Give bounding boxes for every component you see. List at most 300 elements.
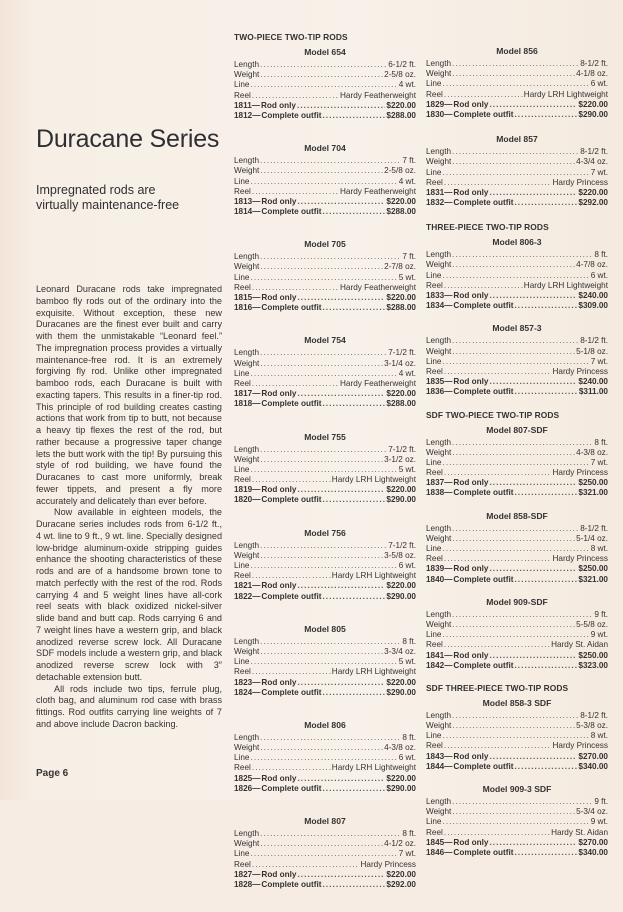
spec-value: 4-3/8 oz. (576, 447, 608, 457)
spec-value: 4 wt. (398, 80, 416, 90)
price-value: $240.00 (578, 377, 608, 387)
spec-label: Line (426, 817, 442, 827)
leader-dots (250, 753, 397, 763)
price-value: $220.00 (386, 485, 416, 495)
leader-dots (442, 168, 589, 178)
spec-label: Weight (234, 166, 260, 176)
spec-row-length (234, 60, 416, 70)
spec-column-2 (426, 32, 608, 870)
spec-value: 4 wt. (398, 176, 416, 186)
model-title: Model 856 (496, 46, 538, 56)
model-title: Model 754 (304, 335, 346, 346)
spec-label: Reel (234, 475, 251, 485)
spec-row-reel (426, 281, 608, 291)
leader-dots (444, 90, 523, 100)
leader-dots (442, 357, 589, 367)
price-label: Rod only (453, 564, 489, 574)
price-label: Complete outfit (261, 207, 322, 217)
spec-row-line (234, 849, 416, 859)
leader-dots (444, 281, 523, 291)
section-heading: SDF THREE-PIECE TWO-TIP RODS (426, 682, 569, 693)
model-spec-block (234, 816, 416, 890)
price-label: Complete outfit (261, 303, 322, 313)
price-row-outfit (426, 488, 608, 498)
leader-dots (297, 581, 385, 591)
spec-label: Length (426, 437, 452, 447)
spec-label: Line (234, 464, 250, 474)
spec-label: Line (234, 849, 250, 859)
spec-label: Reel (234, 282, 251, 292)
leader-dots (297, 485, 385, 495)
leader-dots (260, 60, 387, 70)
spec-label: Reel (426, 640, 443, 650)
price-label: Complete outfit (261, 495, 322, 505)
spec-value: Hardy Featherweight (340, 90, 416, 100)
leader-dots (260, 647, 383, 657)
spec-value: 7-1/2 ft. (388, 348, 416, 358)
spec-row-weight (234, 455, 416, 465)
catalog-number: 1816— (234, 303, 261, 313)
spec-row-line (426, 544, 608, 554)
spec-label: Reel (234, 763, 251, 773)
leader-dots (297, 293, 385, 303)
price-row-rod-only (234, 678, 416, 688)
price-value: $250.00 (578, 478, 608, 488)
spec-label: Reel (426, 280, 443, 290)
section-heading: TWO-PIECE TWO-TIP RODS (234, 32, 348, 42)
leader-dots (250, 369, 397, 379)
spec-label: Line (234, 753, 250, 763)
price-value: $220.00 (386, 581, 416, 591)
spec-label: Line (426, 167, 442, 177)
leader-dots (252, 763, 331, 773)
price-row-outfit (234, 399, 416, 409)
price-row-outfit (426, 848, 608, 858)
price-value: $220.00 (386, 100, 416, 110)
spec-label: Line (426, 270, 442, 280)
intro-body (36, 284, 222, 731)
spec-value: 9 ft. (594, 797, 608, 806)
spec-label: Line (426, 630, 442, 640)
price-value: $290.00 (386, 591, 416, 601)
spec-row-line (426, 79, 608, 89)
model-spec-block (234, 143, 416, 217)
spec-value: Hardy Princess (552, 741, 608, 751)
spec-row-reel (234, 763, 416, 773)
catalog-number: 1836— (426, 387, 453, 397)
price-label: Complete outfit (453, 109, 514, 119)
spec-label: Length (234, 829, 260, 838)
catalog-number: 1817— (234, 389, 261, 399)
leader-dots (250, 849, 397, 859)
leader-dots (260, 551, 383, 561)
model-spec-block (426, 425, 608, 499)
leader-dots (260, 743, 383, 753)
leader-dots (444, 468, 552, 478)
price-label: Complete outfit (453, 660, 514, 670)
spec-value: Hardy LRH Lightweight (523, 89, 608, 99)
price-label: Rod only (261, 196, 297, 206)
spec-value: 8-1/2 ft. (580, 710, 608, 720)
leader-dots (297, 678, 385, 688)
spec-value: 9 wt. (590, 817, 608, 827)
model-title: Model 654 (304, 47, 346, 57)
spec-value: 3-5/8 oz. (384, 550, 416, 560)
price-value: $290.00 (386, 783, 416, 793)
spec-row-line (426, 458, 608, 468)
leader-dots (452, 147, 579, 157)
price-label: Complete outfit (453, 847, 514, 857)
price-row-rod-only (234, 101, 416, 111)
spec-value: 3-1/2 oz. (384, 454, 416, 464)
model-title: Model 909-SDF (486, 596, 548, 607)
spec-row-line (234, 465, 416, 475)
spec-label: Line (426, 79, 442, 89)
spec-value: 3-3/4 oz. (384, 646, 416, 656)
leader-dots (297, 197, 385, 207)
leader-dots (260, 445, 387, 455)
spec-value: 7 wt. (590, 167, 608, 177)
price-value: $290.00 (578, 109, 608, 119)
catalog-number: 1844— (426, 761, 453, 771)
leader-dots (260, 839, 383, 849)
spec-value: 8 ft. (402, 732, 416, 742)
leader-dots (252, 187, 339, 197)
spec-value: Hardy Featherweight (340, 282, 416, 292)
price-label: Rod only (453, 99, 489, 109)
catalog-number: 1820— (234, 495, 261, 505)
spec-row-length (426, 59, 608, 69)
price-row-outfit (234, 495, 416, 505)
spec-label: Length (426, 59, 452, 68)
leader-dots (452, 69, 575, 79)
leader-dots (489, 478, 577, 488)
price-value: $220.00 (386, 869, 416, 879)
price-label: Complete outfit (261, 110, 322, 120)
spec-value: 8 wt. (590, 544, 608, 553)
catalog-number: 1825— (234, 773, 261, 783)
spec-label: Line (426, 731, 442, 741)
spec-value: 4-7/8 oz. (576, 260, 608, 270)
leader-dots (250, 80, 397, 90)
price-value: $250.00 (578, 564, 608, 574)
price-row-outfit (234, 880, 416, 890)
spec-row-length (234, 829, 416, 839)
price-label: Complete outfit (261, 591, 322, 601)
leader-dots (452, 610, 593, 620)
leader-dots (514, 301, 577, 311)
spec-label: Weight (234, 262, 260, 272)
leader-dots (452, 59, 579, 69)
price-value: $340.00 (578, 761, 608, 771)
leader-dots (444, 828, 550, 838)
spec-row-length (426, 797, 608, 807)
spec-value: 5 wt. (398, 272, 416, 282)
spec-label: Line (234, 80, 250, 90)
leader-dots (442, 544, 589, 554)
spec-label: Reel (234, 90, 251, 100)
leader-dots (444, 741, 552, 751)
leader-dots (514, 387, 577, 397)
price-row-outfit (234, 688, 416, 698)
spec-value: 5-5/8 oz. (576, 619, 608, 629)
leader-dots (442, 630, 589, 640)
leader-dots (250, 273, 397, 283)
price-row-outfit (234, 207, 416, 217)
price-row-rod-only (426, 838, 608, 848)
price-row-rod-only (234, 197, 416, 207)
spec-label: Length (426, 147, 452, 157)
spec-row-weight (426, 69, 608, 79)
spec-row-reel (234, 571, 416, 581)
price-label: Complete outfit (453, 574, 514, 584)
spec-row-weight (234, 359, 416, 369)
spec-row-weight (234, 166, 416, 176)
spec-value: 9 wt. (590, 630, 608, 640)
spec-label: Reel (234, 667, 251, 677)
spec-row-line (234, 177, 416, 187)
leader-dots (322, 303, 385, 313)
price-label: Rod only (453, 837, 489, 847)
price-row-rod-only (426, 651, 608, 661)
section-heading: THREE-PIECE TWO-TIP RODS (426, 222, 549, 233)
model-title: Model 909-3 SDF (482, 784, 552, 794)
spec-label: Length (234, 156, 260, 166)
price-row-rod-only (426, 752, 608, 762)
leader-dots (297, 389, 385, 399)
model-spec-block (234, 720, 416, 794)
spec-row-line (234, 657, 416, 667)
leader-dots (250, 657, 397, 667)
price-label: Rod only (261, 485, 297, 495)
price-label: Rod only (453, 291, 489, 300)
catalog-number: 1824— (234, 687, 261, 697)
price-value: $292.00 (386, 879, 416, 889)
price-value: $220.00 (578, 187, 608, 197)
model-spec-block (234, 624, 416, 698)
price-value: $321.00 (578, 574, 608, 584)
spec-label: Length (234, 732, 260, 742)
spec-value: 8 ft. (402, 636, 416, 646)
spec-row-reel (234, 667, 416, 677)
catalog-number: 1837— (426, 478, 453, 488)
leader-dots (444, 640, 550, 650)
leader-dots (452, 157, 575, 167)
leader-dots (260, 252, 401, 262)
price-label: Complete outfit (453, 387, 514, 397)
spec-label: Weight (426, 346, 452, 356)
leader-dots (489, 564, 577, 574)
price-row-outfit (426, 661, 608, 671)
leader-dots (442, 271, 589, 281)
leader-dots (452, 620, 575, 630)
catalog-number: 1827— (234, 869, 261, 879)
leader-dots (444, 554, 552, 564)
price-value: $309.00 (578, 301, 608, 311)
leader-dots (514, 110, 577, 120)
model-spec-block (234, 47, 416, 121)
price-row-outfit (426, 110, 608, 120)
page-title: Duracane Series (36, 125, 220, 153)
spec-label: Line (234, 657, 250, 667)
spec-row-weight (426, 260, 608, 270)
catalog-number: 1846— (426, 847, 453, 857)
spec-row-line (426, 357, 608, 367)
leader-dots (252, 379, 339, 389)
spec-row-weight (426, 157, 608, 167)
spec-value: 5-3/4 oz. (576, 807, 608, 817)
spec-row-reel (234, 475, 416, 485)
model-title: Model 807 (304, 816, 346, 826)
spec-row-line (234, 80, 416, 90)
leader-dots (322, 207, 385, 217)
spec-value: 7-1/2 ft. (388, 540, 416, 550)
spec-row-line (426, 271, 608, 281)
model-title: Model 705 (304, 239, 346, 250)
spec-value: Hardy Princess (552, 554, 608, 564)
leader-dots (250, 561, 397, 571)
model-title: Model 806-3 (492, 237, 542, 248)
catalog-number: 1814— (234, 207, 261, 217)
leader-dots (252, 571, 331, 581)
price-row-rod-only (426, 291, 608, 301)
model-spec-block (426, 46, 608, 120)
spec-label: Length (426, 523, 452, 533)
spec-row-weight (426, 721, 608, 731)
price-value: $250.00 (578, 650, 608, 660)
catalog-number: 1843— (426, 751, 453, 761)
spec-value: 8 ft. (402, 829, 416, 838)
spec-row-weight (426, 534, 608, 544)
model-title: Model 704 (304, 143, 346, 154)
leader-dots (514, 848, 577, 858)
spec-label: Length (234, 252, 260, 262)
spec-value: 2-5/8 oz. (384, 166, 416, 176)
spec-label: Line (426, 457, 442, 467)
model-spec-block (426, 597, 608, 671)
spec-label: Weight (234, 70, 260, 80)
leader-dots (297, 101, 385, 111)
spec-label: Weight (234, 646, 260, 656)
spec-label: Reel (426, 177, 443, 187)
spec-label: Length (234, 540, 260, 550)
leader-dots (322, 592, 385, 602)
spec-row-length (234, 252, 416, 262)
spec-row-line (234, 561, 416, 571)
spec-row-weight (234, 647, 416, 657)
leader-dots (514, 488, 577, 498)
spec-label: Weight (426, 807, 452, 817)
spec-value: 6 wt. (590, 270, 608, 280)
leader-dots (442, 79, 589, 89)
model-title: Model 857-3 (492, 323, 542, 334)
catalog-number: 1829— (426, 99, 453, 109)
spec-value: Hardy Princess (552, 177, 608, 187)
price-row-rod-only (426, 188, 608, 198)
model-spec-block (234, 528, 416, 602)
spec-label: Length (426, 797, 452, 806)
spec-value: 7 ft. (402, 252, 416, 262)
leader-dots (514, 661, 577, 671)
page-number: Page 6 (36, 768, 69, 779)
model-spec-block (426, 784, 608, 858)
spec-value: Hardy LRH Lightweight (331, 667, 416, 677)
spec-label: Line (234, 176, 250, 186)
spec-value: Hardy Princess (552, 468, 608, 478)
catalog-number: 1821— (234, 581, 261, 591)
spec-value: 8 ft. (594, 437, 608, 447)
leader-dots (260, 348, 387, 358)
spec-row-line (426, 168, 608, 178)
spec-label: Line (426, 544, 442, 553)
spec-row-weight (426, 448, 608, 458)
leader-dots (514, 198, 577, 208)
price-value: $270.00 (578, 751, 608, 761)
price-row-rod-only (234, 774, 416, 784)
spec-value: 6 wt. (590, 79, 608, 89)
price-value: $220.00 (578, 99, 608, 109)
price-label: Complete outfit (261, 399, 322, 409)
catalog-number: 1830— (426, 109, 453, 119)
section-heading: SDF TWO-PIECE TWO-TIP RODS (426, 409, 560, 420)
spec-label: Weight (426, 69, 452, 79)
leader-dots (452, 347, 575, 357)
leader-dots (452, 438, 593, 448)
price-value: $220.00 (386, 773, 416, 783)
price-label: Rod only (261, 581, 297, 591)
spec-value: 5-3/8 oz. (576, 721, 608, 731)
leader-dots (452, 797, 593, 807)
spec-row-weight (426, 347, 608, 357)
leader-dots (489, 838, 577, 848)
spec-label: Reel (426, 827, 443, 837)
leader-dots (452, 807, 575, 817)
price-value: $288.00 (386, 110, 416, 120)
leader-dots (442, 458, 589, 468)
catalog-number: 1845— (426, 837, 453, 847)
catalog-number: 1819— (234, 485, 261, 495)
leader-dots (250, 177, 397, 187)
spec-row-reel (234, 379, 416, 389)
spec-label: Weight (426, 157, 452, 167)
price-row-rod-only (426, 377, 608, 387)
price-label: Rod only (261, 293, 297, 302)
leader-dots (250, 465, 397, 475)
catalog-number: 1826— (234, 783, 261, 793)
catalog-number: 1812— (234, 110, 261, 120)
spec-value: 8-1/2 ft. (580, 147, 608, 157)
spec-value: 8-1/2 ft. (580, 523, 608, 533)
spec-value: 5 wt. (398, 464, 416, 474)
spec-value: 2-5/8 oz. (384, 70, 416, 80)
leader-dots (452, 534, 575, 544)
model-title: Model 806 (304, 719, 346, 730)
spec-value: Hardy Princess (360, 859, 416, 869)
price-row-outfit (426, 387, 608, 397)
spec-value: Hardy St. Aidan (551, 640, 608, 650)
spec-row-weight (234, 70, 416, 80)
leader-dots (452, 336, 579, 346)
leader-dots (489, 188, 577, 198)
model-title: Model 857 (496, 134, 538, 145)
price-value: $311.00 (578, 387, 608, 397)
spec-label: Length (426, 336, 452, 346)
leader-dots (442, 731, 589, 741)
catalog-number: 1833— (426, 291, 453, 300)
spec-value: 5-1/8 oz. (576, 346, 608, 356)
spec-label: Weight (426, 447, 452, 457)
price-row-rod-only (234, 293, 416, 303)
